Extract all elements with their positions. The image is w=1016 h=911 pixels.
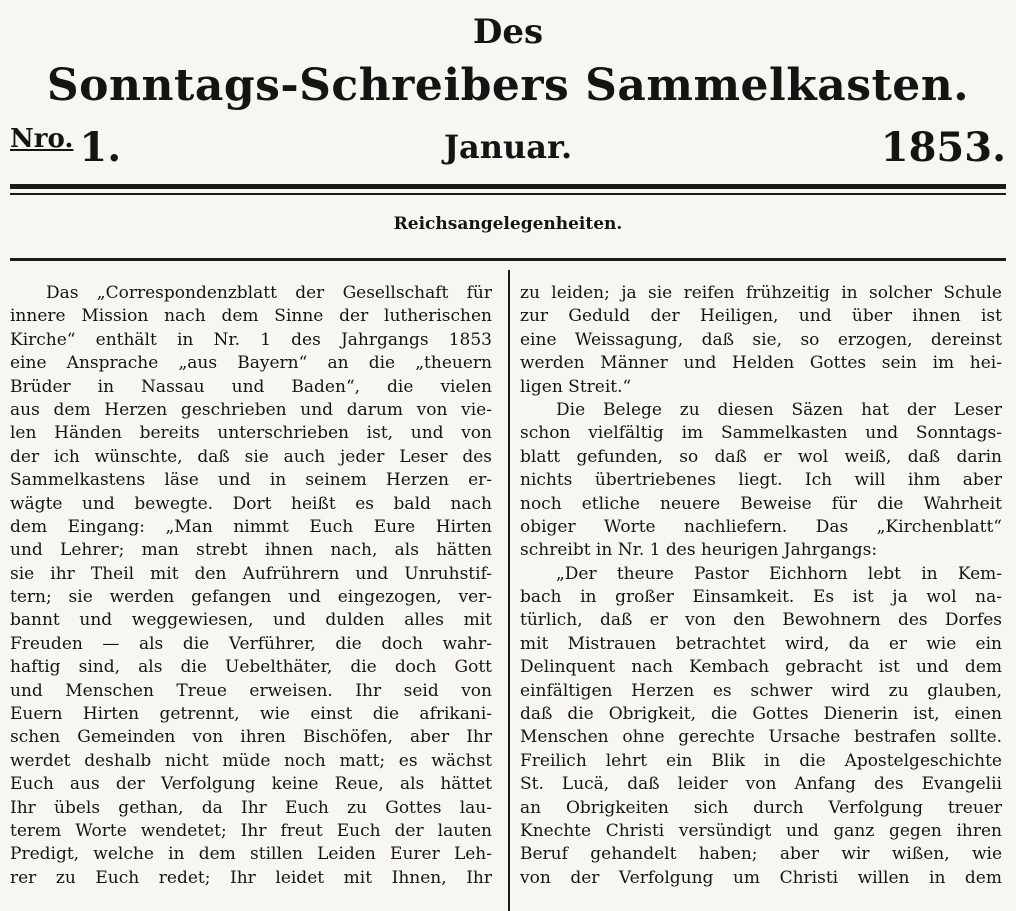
text-line: schreibt in Nr. 1 des heurigen Jahrgangs: [520, 540, 878, 561]
text-line: Das „Correspondenzblatt der Gesellschaft für [46, 283, 492, 303]
text-line: haftig sind, als die Uebelthäter, die doch Gott [10, 657, 492, 678]
text-line: St. Lucä, daß leider von Anfang des Evangelii [520, 774, 1002, 795]
text-line: von der Verfolgung um Christi willen in dem [520, 867, 1002, 888]
text-line: eine Weissagung, daß sie, so erzogen, dereinst [520, 329, 1002, 350]
text-line: Ihr übels gethan, da Ihr Euch zu Gottes lau- [10, 797, 492, 818]
text-line: daß die Obrigkeit, die Gottes Dienerin ist, einen [520, 704, 1002, 725]
text-line: Euern Hirten getrennt, wie einst die afrikani- [10, 704, 492, 725]
text-line: schon vielfältig im Sammelkasten und Sonntags- [520, 423, 1002, 444]
text-line: noch etliche neuere Beweise für die Wahrheit [520, 493, 1002, 514]
section-heading: Reichsangelegenheiten. [393, 214, 623, 234]
text-line: terem Worte wendetet; Ihr freut Euch der lauten [10, 820, 492, 841]
text-line: mit Mistrauen betrachtet wird, da er wie ein [520, 633, 1002, 654]
text-line: Delinquent nach Kembach gebracht ist und dem [520, 657, 1002, 678]
text-line: werdet deshalb nicht müde noch matt; es wächst [10, 750, 492, 771]
text-line: innere Mission nach dem Sinne der lutherischen [10, 306, 492, 327]
rule-thick [10, 184, 1006, 189]
text-line: blatt gefunden, so daß er wol weiß, daß darin [520, 446, 1002, 467]
text-line: ligen Streit.“ [520, 376, 632, 397]
masthead-title: Sonntags-Schreibers Sammelkasten. [46, 60, 970, 111]
text-line: zur Geduld der Heiligen, und über ihnen ist [520, 306, 1002, 327]
text-line: wägte und bewegte. Dort heißt es bald nach [10, 493, 492, 514]
text-line: Euch aus der Verfolgung keine Reue, als hättet [10, 774, 492, 795]
text-line: aus dem Herzen geschrieben und darum von vie- [10, 399, 492, 420]
text-line: eine Ansprache „aus Bayern“ an die „theuern [10, 353, 492, 374]
text-line: Predigt, welche in dem stillen Leiden Eurer Leh- [10, 844, 492, 865]
text-line: Die Belege zu diesen Säzen hat der Leser [556, 399, 1002, 420]
column-divider [508, 270, 510, 911]
text-line: Knechte Christi versündigt und ganz gegen ihren [520, 820, 1002, 841]
text-line: „Der theure Pastor Eichhorn lebt in Kem- [556, 563, 1002, 584]
text-line: der ich wünschte, daß sie auch jeder Leser des [10, 446, 492, 467]
text-line: nichts übertriebenes liegt. Ich will ihm aber [520, 470, 1002, 491]
issue-number-prefix: Nro. [10, 124, 74, 154]
rule-thin [10, 193, 1006, 195]
text-line: türlich, daß er von den Bewohnern des Dorfes [520, 610, 1002, 631]
text-line: bach in großer Einsamkeit. Es ist ja wol na- [520, 587, 1002, 608]
text-line: rer zu Euch redet; Ihr leidet mit Ihnen, Ihr [10, 867, 492, 888]
right-column [520, 282, 1002, 890]
text-line: einfältigen Herzen es schwer wird zu glauben, [520, 680, 1002, 701]
text-line: bannt und weggewiesen, und dulden alles mit [10, 610, 492, 631]
text-line: dem Eingang: „Man nimmt Euch Eure Hirten [10, 516, 492, 537]
text-line: schen Gemeinden von ihren Bischöfen, aber Ihr [10, 727, 492, 748]
issue-number-value: 1. [79, 124, 122, 171]
text-line: Sammelkastens läse und in seinem Herzen er- [10, 470, 492, 491]
text-line: Menschen ohne gerechte Ursache bestrafen sollte. [520, 727, 1002, 748]
text-line: werden Männer und Helden Gottes sein im hei- [520, 353, 1002, 374]
masthead-pre: Des [472, 12, 544, 52]
text-line: Freilich lehrt ein Blik in die Apostelgeschichte [520, 750, 1002, 771]
text-line: sie ihr Theil mit den Aufrührern und Unruhstif- [10, 563, 492, 584]
section-rule [10, 258, 1006, 261]
text-line: obiger Worte nachliefern. Das „Kirchenblatt“ [520, 516, 1002, 537]
issue-year: 1853. [880, 124, 1006, 171]
text-line: Freuden — als die Verführer, die doch wahr- [10, 633, 492, 654]
text-line: zu leiden; ja sie reifen frühzeitig in solcher Schule [520, 283, 1002, 303]
text-line: len Händen bereits unterschrieben ist, und von [10, 423, 492, 444]
text-line: tern; sie werden gefangen und eingezogen, ver- [10, 587, 492, 608]
text-line: Brüder in Nassau und Baden“, die vielen [10, 376, 492, 397]
text-line: Kirche“ enthält in Nr. 1 des Jahrgangs 1853 [10, 329, 492, 350]
issue-row [10, 124, 1006, 172]
issue-month: Januar. [443, 128, 573, 166]
text-line: an Obrigkeiten sich durch Verfolgung treuer [520, 797, 1002, 818]
left-column [10, 282, 492, 890]
text-line: und Menschen Treue erweisen. Ihr seid von [10, 680, 492, 701]
text-line: Beruf gehandelt haben; aber wir wißen, wie [520, 844, 1002, 865]
text-line: und Lehrer; man strebt ihnen nach, als hätten [10, 540, 492, 561]
